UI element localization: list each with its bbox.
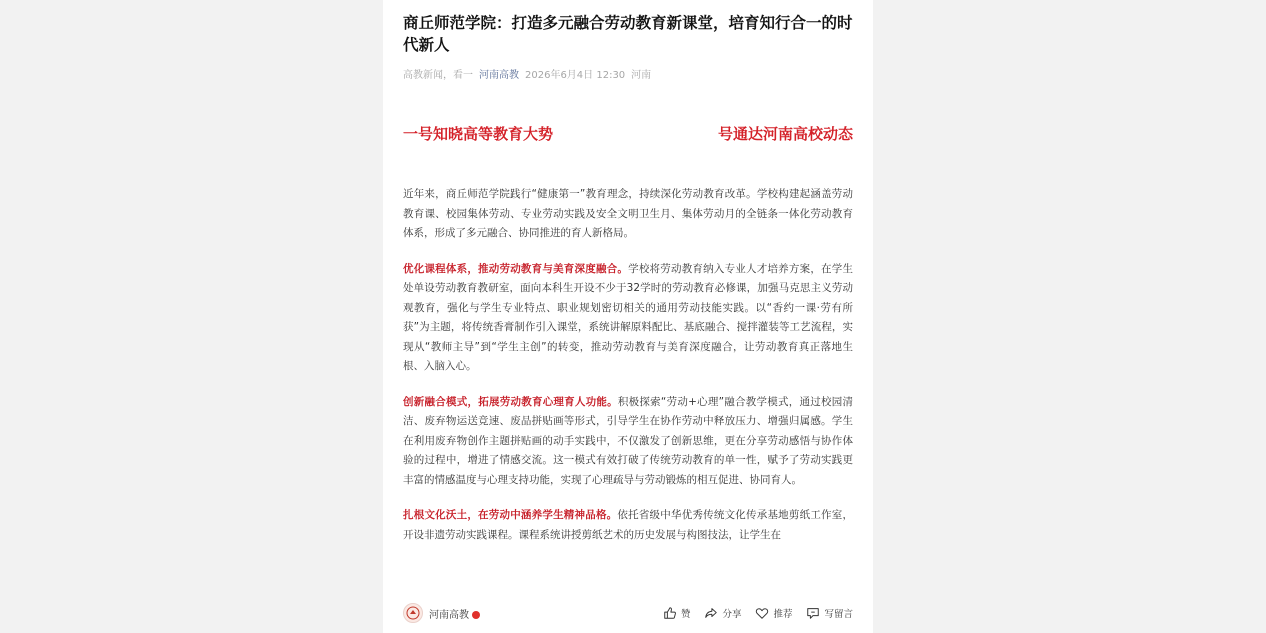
recommend-label: 推荐 [773, 609, 793, 620]
banner [403, 121, 853, 145]
share-label: 分享 [722, 609, 742, 620]
account-avatar[interactable] [403, 603, 423, 623]
paragraph-lead: 创新融合模式，拓展劳动教育心理育人功能。 [403, 395, 618, 408]
meta-source-link[interactable]: 河南高教 [479, 70, 519, 81]
meta-datetime: 2026年6月4日 12:30 [525, 70, 626, 81]
share-button[interactable] [704, 606, 741, 620]
banner-left-text: 一号知晓高等教育大势 [403, 124, 554, 143]
meta-from: 高教新闻，看一 [403, 70, 473, 81]
paragraph-text: 近年来，商丘师范学院践行“健康第一”教育理念，持续深化劳动教育改革。学校构建起涵盖劳动教育课、校园集体劳动、专业劳动实践及安全文明卫生月、集体劳动月的全链条一体化劳动教育体系，形成了多元融合、协同推进的育人新格局。 [403, 188, 853, 239]
banner-right-text: 号通达河南高校动态 [717, 124, 853, 143]
article-content [403, 0, 853, 589]
like-button[interactable] [663, 606, 691, 620]
paragraph [403, 260, 853, 377]
comment-icon [806, 606, 820, 620]
account-name-text: 河南高教 [429, 609, 469, 621]
paragraph [403, 185, 853, 244]
thumbs-up-icon [663, 606, 677, 620]
paragraph [403, 393, 853, 491]
article-body [403, 185, 853, 545]
article-title: 商丘师范学院：打造多元融合劳动教育新课堂，培育知行合一的时代新人 [403, 14, 853, 54]
paragraph [403, 506, 853, 545]
comment-button[interactable] [806, 606, 853, 620]
article-page [383, 0, 873, 633]
meta-location: 河南 [631, 70, 652, 81]
heart-icon [755, 606, 769, 620]
like-label: 赞 [680, 609, 691, 620]
verified-icon [472, 611, 480, 619]
paragraph-text: 学校将劳动教育纳入专业人才培养方案，在学生处单设劳动教育教研室，面向本科生开设不少于32学时的劳动教育必修课，加强马克思主义劳动观教育，强化与学生专业特点、职业规划密切相关的通用劳动技能实践。以“香约一课·劳有所获”为主题，将传统香膏制作引入课堂，系统讲解原料配比、基底融合、搅拌灌装等工艺流程，实现从“教师主导”到“学生主创”的转变，推动劳动教育与美育深度融合，让劳动教育真正落地生根、入脑入心。 [403, 262, 853, 372]
article-meta [403, 66, 853, 81]
action-group [663, 606, 853, 620]
paragraph-text: 积极探索“劳动+心理”融合教学模式，通过校园清洁、废弃物运送竞速、废品拼贴画等形式，引导学生在协作劳动中释放压力、增强归属感。学生在利用废弃物创作主题拼贴画的动手实践中，不仅激发了创新思维，更在分享劳动感悟与协作体验的过程中，增进了情感交流。这一模式有效打破了传统劳动教育的单一性，赋予了劳动实践更丰富的情感温度与心理支持功能，实现了心理疏导与劳动锻炼的相互促进、协同育人。 [403, 395, 853, 486]
account-name[interactable] [429, 606, 480, 621]
paragraph-lead: 优化课程体系，推动劳动教育与美育深度融合。 [403, 262, 629, 275]
comment-label: 写留言 [824, 609, 853, 620]
recommend-button[interactable] [755, 606, 792, 620]
paragraph-lead: 扎根文化沃土，在劳动中涵养学生精神品格。 [403, 509, 618, 521]
share-icon [704, 606, 718, 620]
bottom-action-bar [383, 593, 873, 633]
account-logo-icon [406, 606, 420, 620]
paragraph-text: 依托省级中华优秀传统文化传承基地剪纸工作室，开设非遗劳动实践课程。课程系统讲授剪纸艺术的历史发展与构图技法，让学生在 [403, 509, 853, 541]
